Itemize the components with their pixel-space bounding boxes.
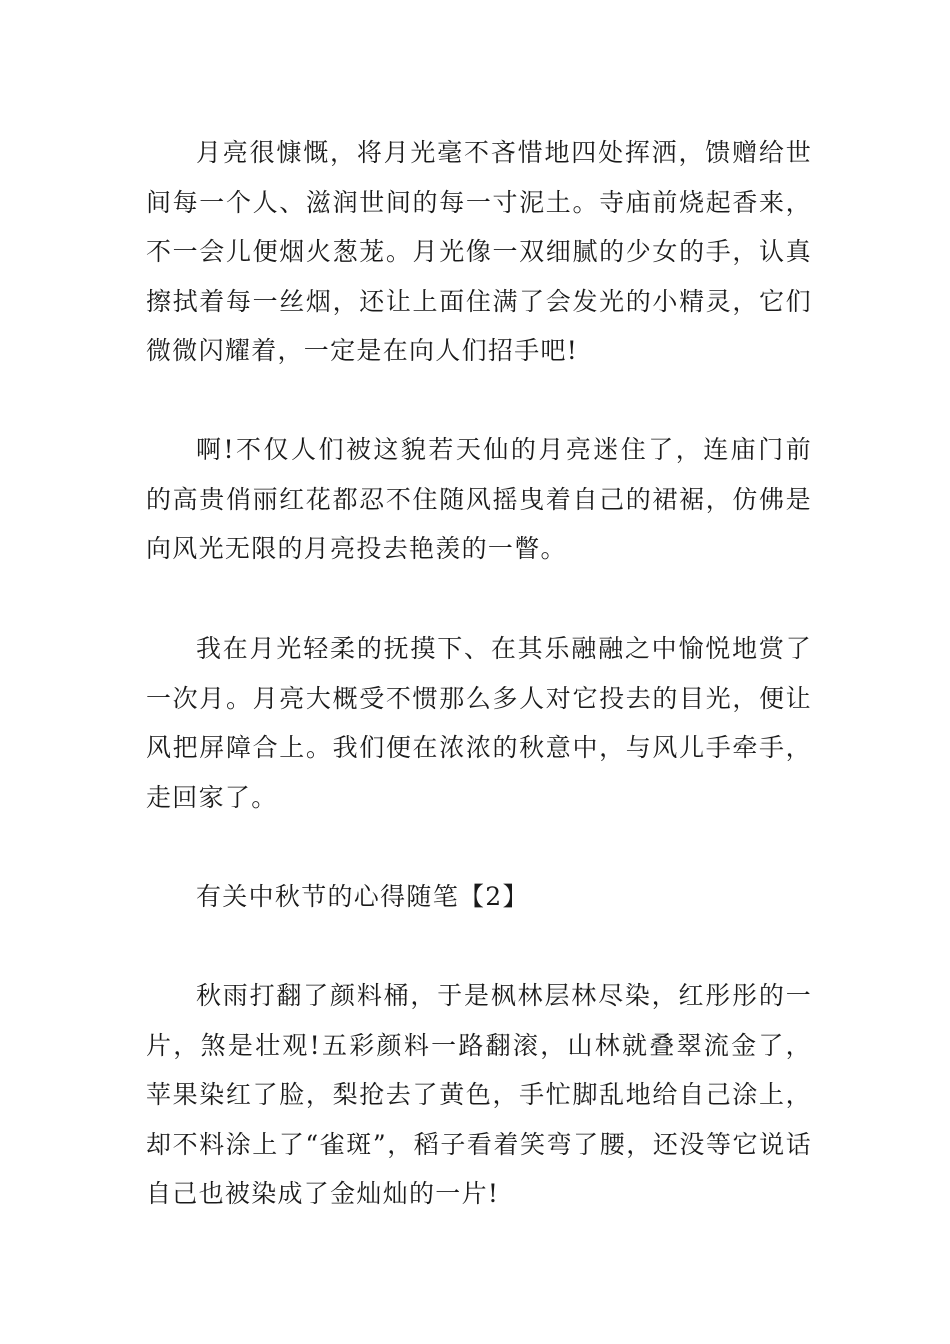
paragraph-red-flowers: 啊!不仅人们被这貌若天仙的月亮迷住了，连庙门前的高贵俏丽红花都忍不住随风摇曳着自己的裙裾，仿佛是向风光无限的月亮投去艳羡的一瞥。 bbox=[146, 435, 812, 563]
section-heading: 有关中秋节的心得随笔【2】 bbox=[196, 882, 529, 911]
paragraph-moonlight: 月亮很慷慨，将月光毫不吝惜地四处挥洒，馈赠给世间每一个人、滋润世间的每一寸泥土。寺庙前烧起香来，不一会儿便烟火葱茏。月光像一双细腻的少女的手，认真擦拭着每一丝烟，还让上面住满了会发光的小精灵，它们微微闪耀着，一定是在向人们招手吧! bbox=[146, 138, 812, 365]
paragraph-autumn-rain: 秋雨打翻了颜料桶，于是枫林层林尽染，红彤彤的一片，煞是壮观!五彩颜料一路翻滚，山林就叠翠流金了，苹果染红了脸，梨抢去了黄色，手忙脚乱地给自己涂上，却不料涂上了“雀斑”，稻子看着笑弯了腰，还没等它说话自己也被染成了金灿灿的一片! bbox=[146, 981, 812, 1208]
paragraph-going-home: 我在月光轻柔的抚摸下、在其乐融融之中愉悦地赏了一次月。月亮大概受不惯那么多人对它投去的目光，便让风把屏障合上。我们便在浓浓的秋意中，与风儿手牵手，走回家了。 bbox=[146, 634, 812, 812]
